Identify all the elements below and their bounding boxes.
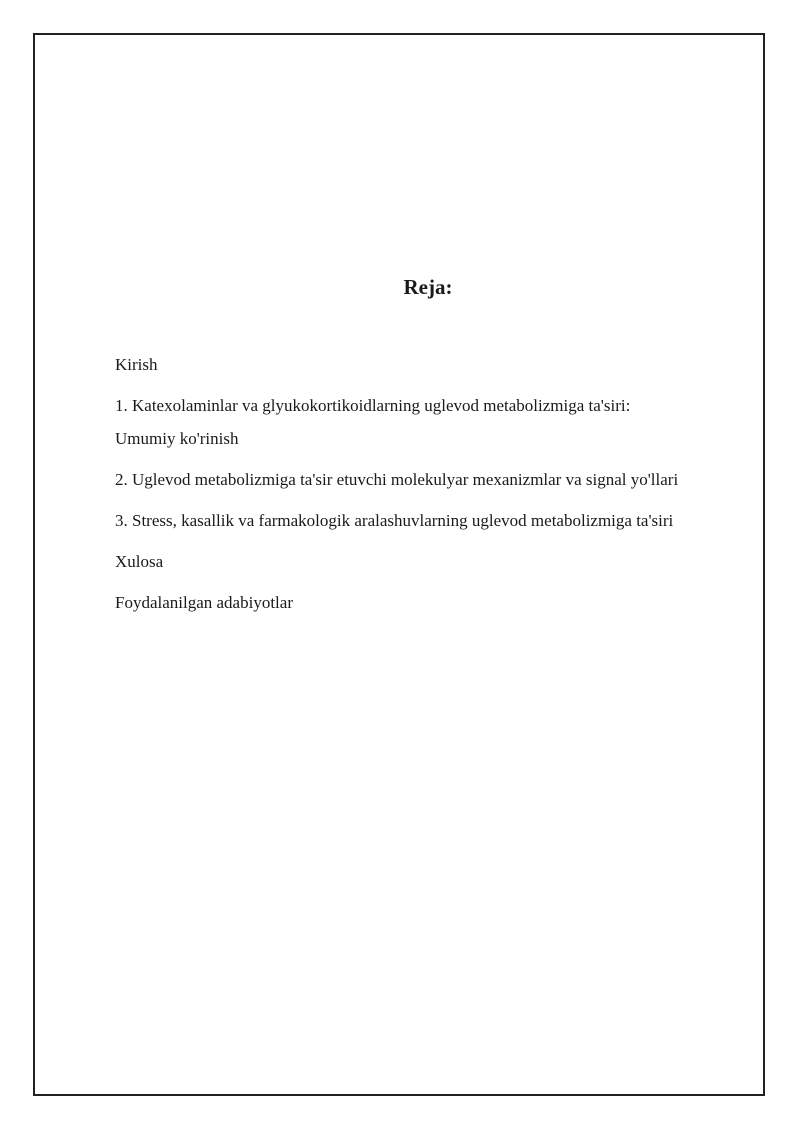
toc-item-section-1-continued: Umumiy ko'rinish — [115, 429, 239, 448]
toc-item-section-2: 2. Uglevod metabolizmiga ta'sir etuvchi molekulyar mexanizmlar va signal yo'llari — [115, 470, 679, 489]
toc-item-conclusion: Xulosa — [115, 552, 164, 571]
toc-item-introduction: Kirish — [115, 355, 158, 374]
toc-item-references: Foydalanilgan adabiyotlar — [115, 593, 293, 612]
table-of-contents — [115, 348, 755, 619]
toc-item-section-3: 3. Stress, kasallik va farmakologik aralashuvlarning uglevod metabolizmiga ta'siri — [115, 511, 674, 530]
toc-item-section-1: 1. Katexolaminlar va glyukokortikoidlarning uglevod metabolizmiga ta'siri: — [115, 396, 631, 415]
page-title: Reja: — [403, 275, 453, 299]
